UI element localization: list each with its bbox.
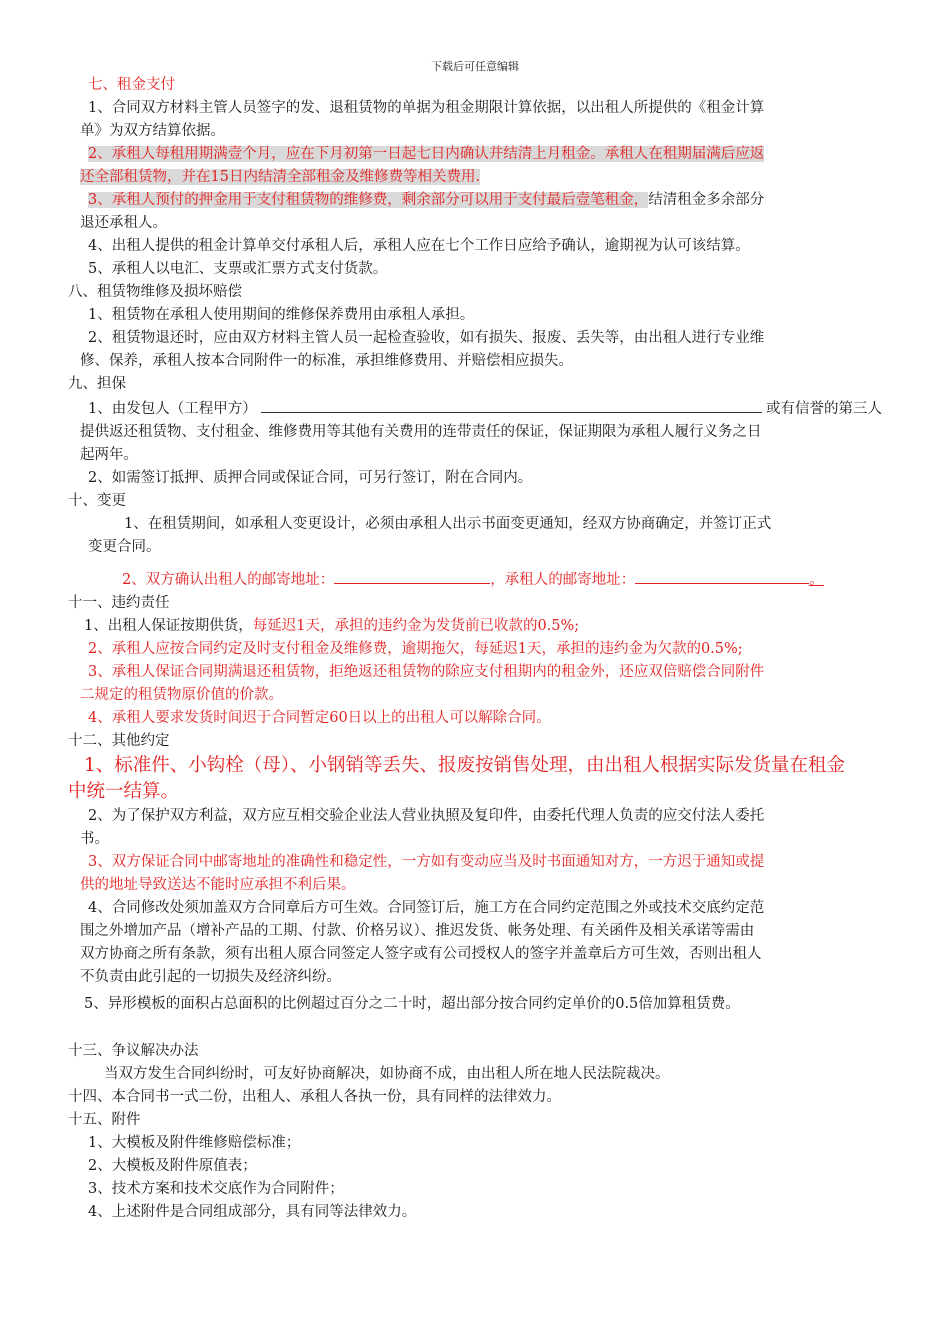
s12-clause-2-cont: 书。 <box>80 831 109 847</box>
s15-item: 2、大模板及附件原值表； <box>88 1158 257 1174</box>
s7-clause-2-cont <box>68 166 882 189</box>
s11-clause-1-black: 1、出租人保证按期供货， <box>84 618 253 634</box>
section-14-title: 十四、本合同书一式二份，出租人、承租人各执一份，具有同样的法律效力。 <box>68 1089 561 1105</box>
s12-clause-4-cont1: 围之外增加产品（增补产品的工期、付款、价格另议）、推迟发货、帐务处理、有关函件及相关承诺等需由 <box>80 923 755 939</box>
s12-clause-5: 5、异形模板的面积占总面积的比例超过百分之二十时，超出部分按合同约定单价的0.5倍加算租赁费。 <box>84 996 740 1012</box>
s7-clause-2 <box>68 143 882 166</box>
s7-clause-3-rest: 结清租金多余部分 <box>648 192 765 208</box>
s9-clause-1-cont: 提供返还租赁物、支付租金、维修费用等其他有关费用的连带责任的保证，保证期限为承租人履行义务之日 <box>80 424 762 440</box>
section-13-title: 十三、争议解决办法 <box>68 1043 199 1059</box>
s11-clause-1-red: 每延迟1天，承担的违约金为发货前已收款的0.5%; <box>252 618 580 634</box>
s12-clause-4: 4、合同修改处须加盖双方合同章后方可生效。合同签订后，施工方在合同约定范围之外或技术交底约定范 <box>88 900 765 916</box>
lessor-address-blank[interactable] <box>334 567 490 584</box>
lessee-address-blank[interactable] <box>635 567 809 584</box>
s12-clause-3: 3、双方保证合同中邮寄地址的准确性和稳定性，一方如有变动应当及时书面通知对方，一方迟于通知或提 <box>88 854 765 870</box>
s15-item: 1、大模板及附件维修赔偿标准； <box>88 1135 301 1151</box>
section-12-title: 十二、其他约定 <box>68 733 170 749</box>
s10-end-mark: 。 <box>809 569 824 586</box>
s7-clause-3 <box>68 189 882 212</box>
s7-clause-2-text: 2、承租人每租用期满壹个月，应在下月初第一日起七日内确认并结清上月租金。承租人在租期届满后应返 <box>88 146 765 162</box>
section-8-title: 八、租赁物维修及损坏赔偿 <box>68 284 242 300</box>
s10-clause-2 <box>68 567 882 592</box>
s11-clause-3: 3、承租人保证合同期满退还租赁物，拒绝返还租赁物的除应支付租期内的租金外，还应双倍赔偿合同附件 <box>88 664 765 680</box>
s7-clause-1-cont: 单》为双方结算依据。 <box>80 123 225 139</box>
s11-clause-3-cont: 二规定的租赁物原价值的价款。 <box>80 687 283 703</box>
s7-clause-4: 4、出租人提供的租金计算单交付承租人后，承租人应在七个工作日应给予确认，逾期视为认可该结算。 <box>88 238 750 254</box>
section-11-title: 十一、违约责任 <box>68 595 170 611</box>
s7-clause-1: 1、合同双方材料主管人员签字的发、退租赁物的单据为租金期限计算依据，以出租人所提供的《租金计算 <box>88 100 765 116</box>
section-15-title: 十五、附件 <box>68 1112 141 1128</box>
s12-clause-1: 1、标准件、小钩栓（母）、小钢销等丢失、报废按销售处理，由出租人根据实际发货量在租金 <box>84 755 846 776</box>
s15-item: 4、上述附件是合同组成部分，具有同等法律效力。 <box>88 1204 417 1220</box>
s10-lessor-address-label: 2、双方确认出租人的邮寄地址： <box>122 572 335 588</box>
s7-clause-3-highlight: 3、承租人预付的押金用于支付租赁物的维修费，剩余部分可以用于支付最后壹笔租金， <box>88 192 649 208</box>
s7-clause-5: 5、承租人以电汇、支票或汇票方式支付货款。 <box>88 261 388 277</box>
s8-clause-2-cont: 修、保养，承租人按本合同附件一的标准，承担维修费用、并赔偿相应损失。 <box>80 353 573 369</box>
s8-clause-2: 2、租赁物退还时，应由双方材料主管人员一起检查验收，如有损失、报废、丢失等，由出租人进行专业维 <box>88 330 765 346</box>
s15-item: 3、技术方案和技术交底作为合同附件； <box>88 1181 344 1197</box>
s8-clause-1: 1、租赁物在承租人使用期间的维修保养费用由承租人承担。 <box>88 307 475 323</box>
s9-clause-1-post: 或有信誉的第三人 <box>766 401 882 417</box>
section-9-title: 九、担保 <box>68 376 126 392</box>
s12-clause-1-cont: 中统一结算。 <box>68 781 180 802</box>
s11-clause-4: 4、承租人要求发货时间迟于合同暂定60日以上的出租人可以解除合同。 <box>88 710 551 726</box>
s11-clause-1 <box>68 615 882 638</box>
s10-lessee-address-label: ，承租人的邮寄地址： <box>490 572 636 588</box>
section-10-title: 十、变更 <box>68 493 126 509</box>
s7-clause-2-cont-text: 还全部租赁物，并在15日内结清全部租金及维修费等相关费用. <box>80 169 481 185</box>
s10-clause-1: 1、在租赁期间，如承租人变更设计，必须由承租人出示书面变更通知，经双方协商确定，并签订正式 <box>124 516 772 532</box>
s11-clause-2: 2、承租人应按合同约定及时支付租金及维修费，逾期拖欠，每延迟1天，承担的违约金为欠款的0.5%; <box>88 641 743 657</box>
s13-clause: 当双方发生合同纠纷时，可友好协商解决，如协商不成，由出租人所在地人民法院裁决。 <box>104 1066 670 1082</box>
s7-clause-3-cont: 退还承租人。 <box>80 215 167 231</box>
s10-clause-1-cont: 变更合同。 <box>88 539 161 555</box>
s12-clause-3-cont: 供的地址导致送达不能时应承担不利后果。 <box>80 877 356 893</box>
contract-body <box>68 74 882 1224</box>
page-header: 下载后可任意编辑 <box>431 60 519 73</box>
s12-clause-4-cont3: 不负责由此引起的一切损失及经济纠纷。 <box>80 969 341 985</box>
s12-clause-4-cont2: 双方协商之所有条款，须有出租人原合同签定人签字或有公司授权人的签字并盖章后方可生效，否则出租人 <box>80 946 762 962</box>
s9-clause-1 <box>68 396 882 421</box>
s12-clause-2: 2、为了保护双方利益，双方应互相交验企业法人营业执照及复印件，由委托代理人负责的应交付法人委托 <box>88 808 765 824</box>
section-7-title: 七、租金支付 <box>88 77 175 93</box>
s9-clause-2: 2、如需签订抵押、质押合同或保证合同，可另行签订，附在合同内。 <box>88 470 533 486</box>
s9-clause-1-cont2: 起两年。 <box>80 447 138 463</box>
s9-clause-1-pre: 1、由发包人（工程甲方） <box>88 401 257 417</box>
guarantor-blank[interactable] <box>261 396 762 413</box>
